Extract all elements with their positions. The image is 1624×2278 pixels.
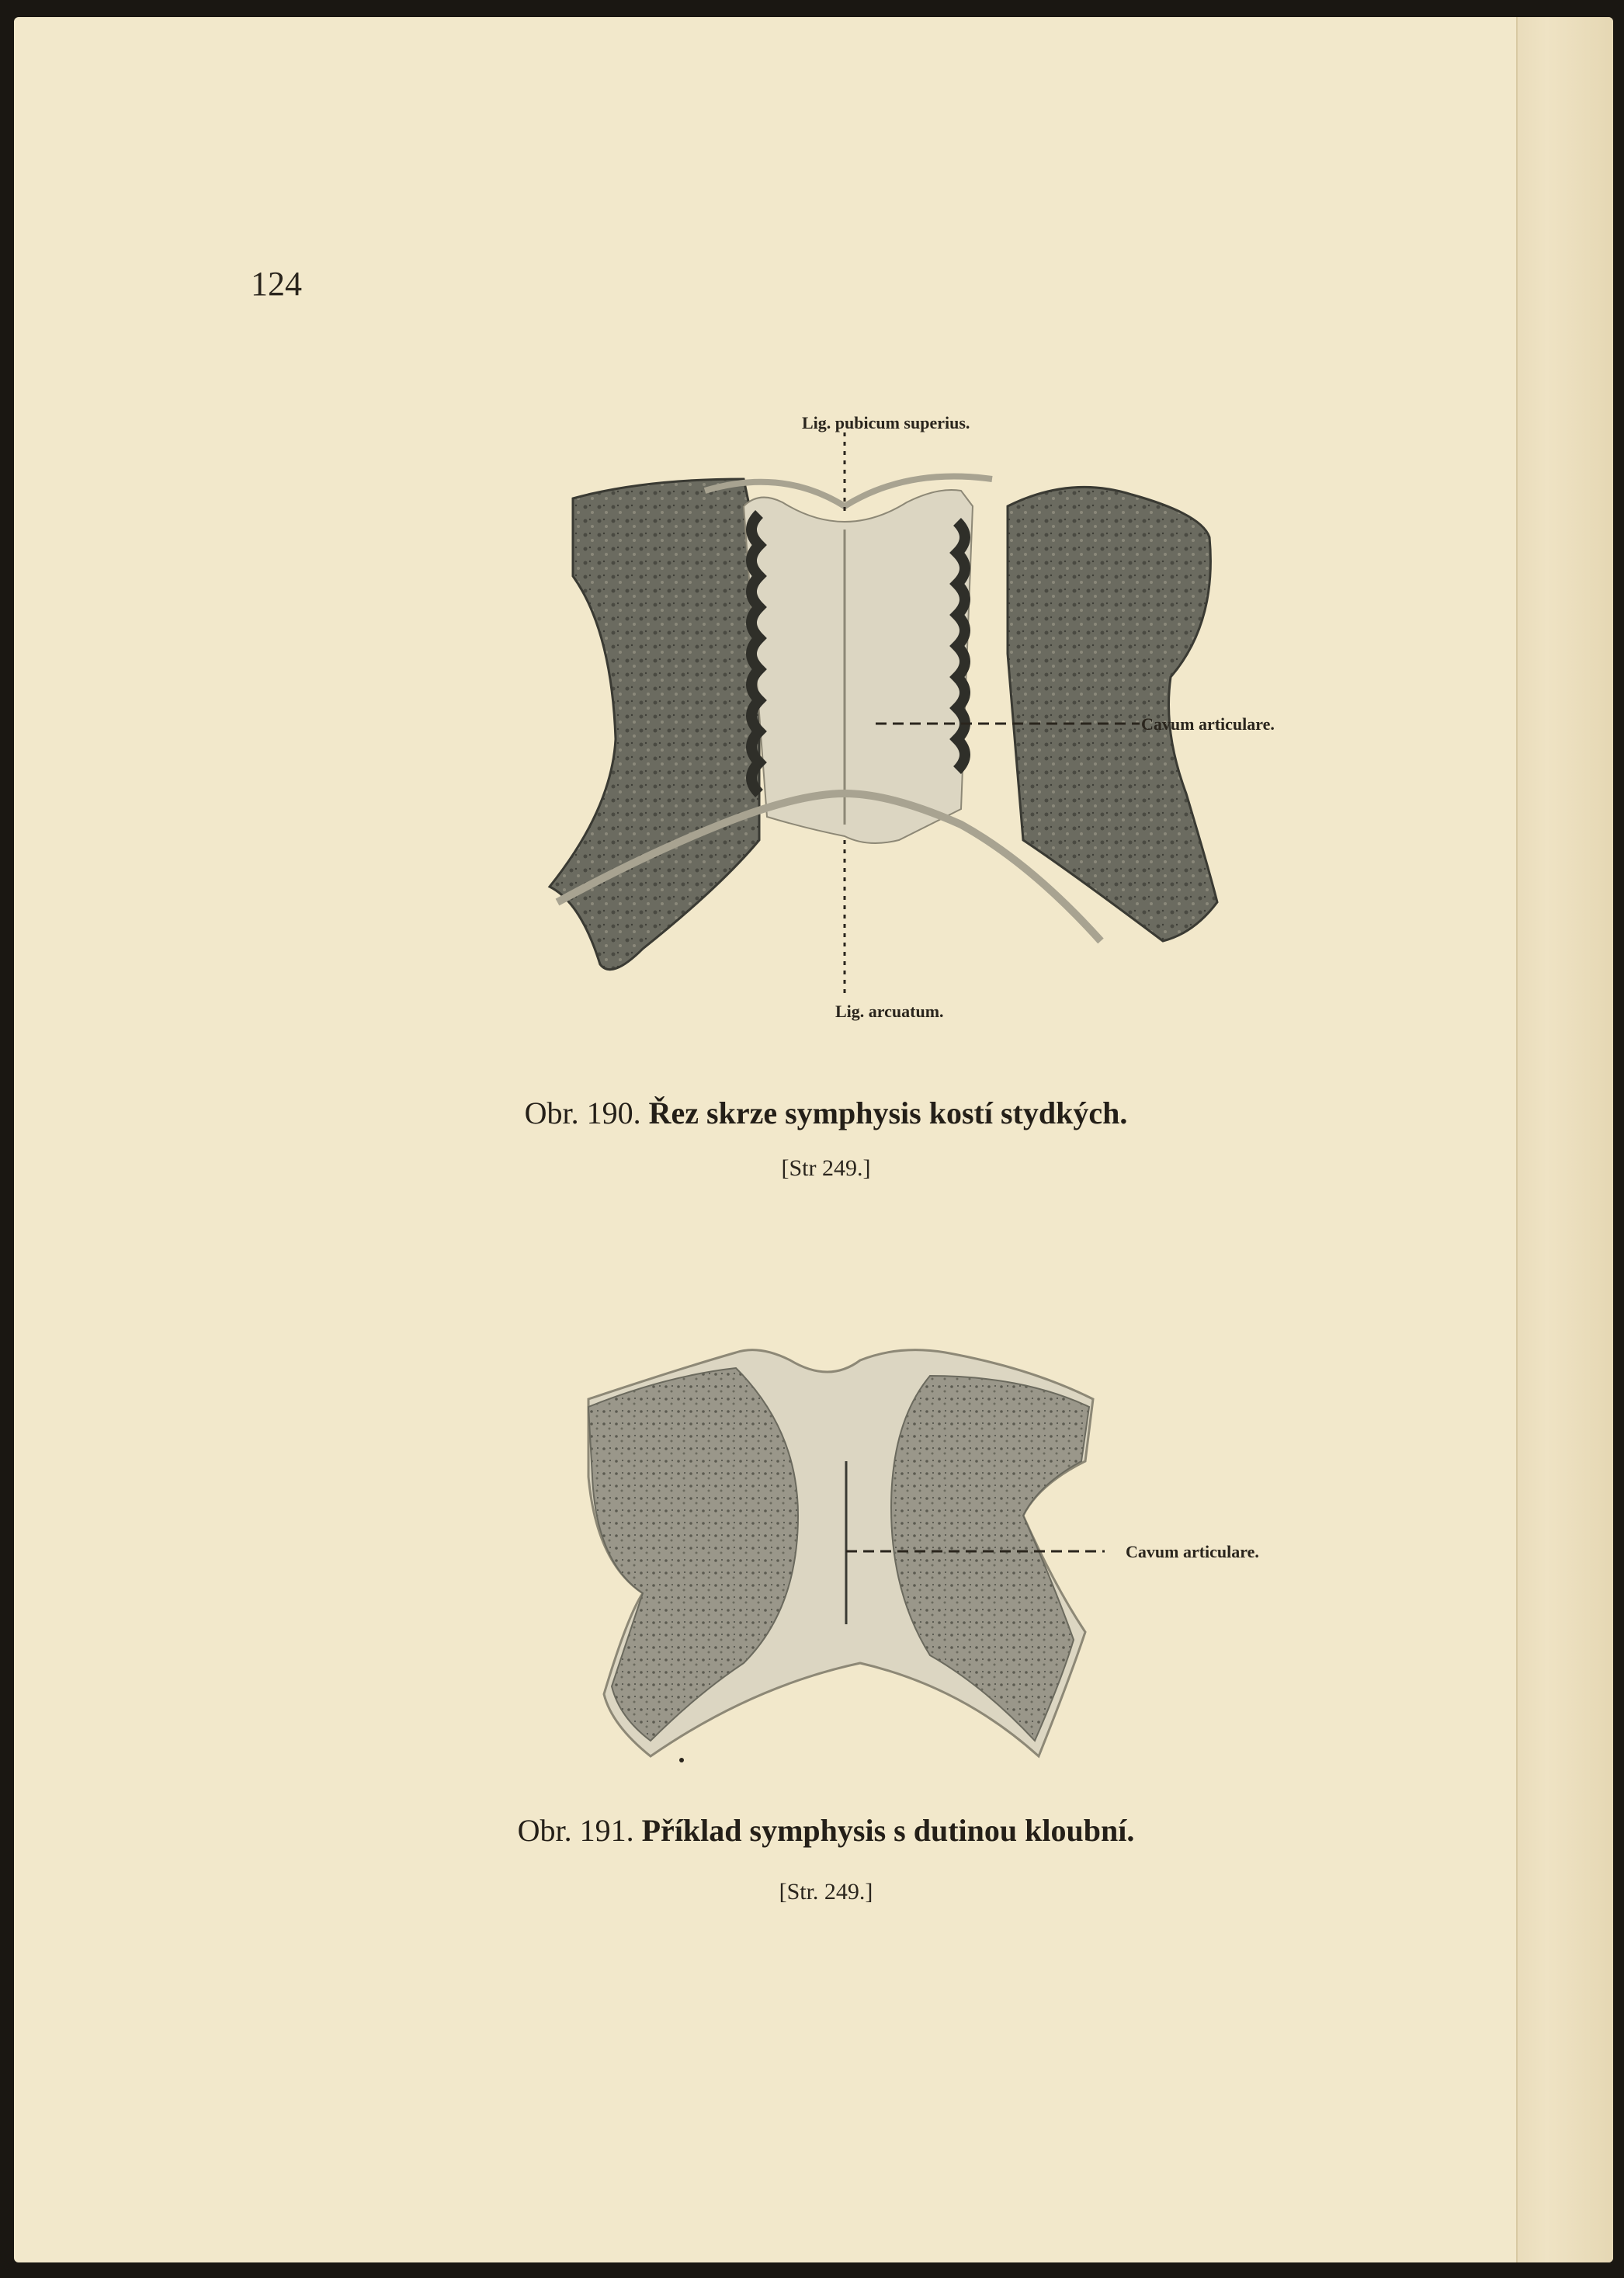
page-number: 124 <box>251 265 302 303</box>
caption-prefix: Obr. 191. <box>517 1813 634 1848</box>
reference-figure-190: [Str 249.] <box>781 1155 871 1181</box>
interpubic-disc <box>744 490 973 843</box>
book-page <box>14 17 1613 2262</box>
caption-figure-191 <box>14 1812 1613 1849</box>
label-cavum-articulare: Cavum articulare. <box>1141 714 1275 734</box>
figure-191 <box>526 1321 1334 1772</box>
page-edge-mark <box>1587 553 1613 564</box>
page-edge-mark <box>1587 1189 1613 1200</box>
caption-figure-190 <box>14 1095 1613 1131</box>
caption-title: Příklad symphysis s dutinou kloubní. <box>641 1813 1135 1848</box>
caption-prefix: Obr. 190. <box>524 1096 641 1130</box>
label-lig-arcuatum: Lig. arcuatum. <box>835 1002 944 1021</box>
page-edge-mark <box>1587 1725 1613 1736</box>
label-cavum-articulare: Cavum articulare. <box>1126 1542 1259 1561</box>
reference-figure-191: [Str. 249.] <box>779 1879 873 1905</box>
caption-title: Řez skrze symphysis kostí stydkých. <box>648 1096 1128 1130</box>
label-lig-pubicum-superius: Lig. pubicum superius. <box>802 413 970 432</box>
figure-190 <box>526 405 1334 1050</box>
left-pubic-bone <box>550 479 759 970</box>
